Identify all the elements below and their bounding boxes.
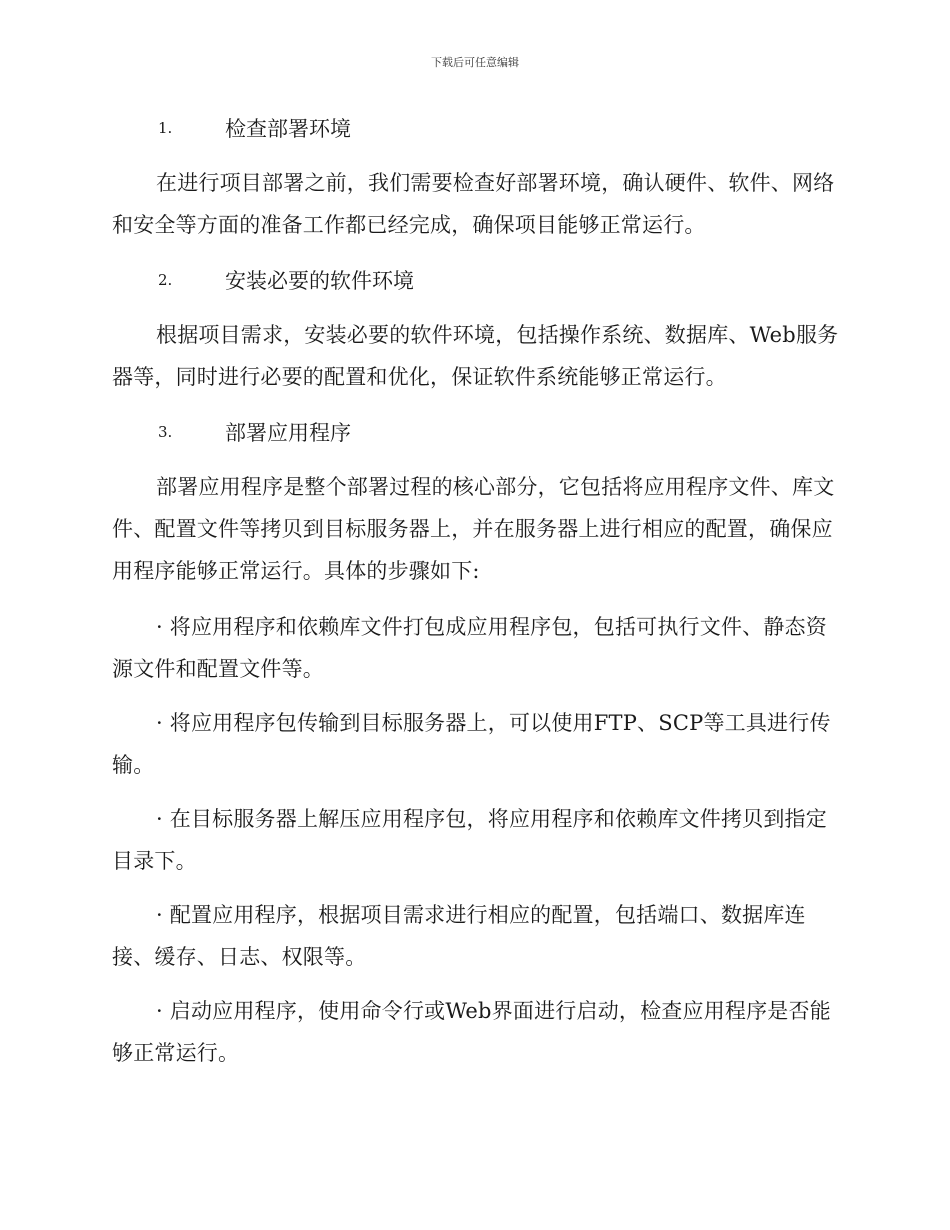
section-number: 3. — [158, 423, 173, 441]
section-title: 检查部署环境 — [225, 117, 351, 141]
section-number: 1. — [158, 119, 173, 137]
section-heading-2 — [158, 260, 842, 300]
bullet-item: · 将应用程序包传输到目标服务器上，可以使用FTP、SCP等工具进行传输。 — [112, 711, 831, 777]
section-number: 2. — [158, 271, 173, 289]
bullet-item: · 配置应用程序，根据项目需求进行相应的配置，包括端口、数据库连接、缓存、日志、权限等。 — [112, 903, 806, 969]
page-header: 下载后可任意编辑 — [431, 56, 519, 69]
bullet-item: · 启动应用程序，使用命令行或Web界面进行启动，检查应用程序是否能够正常运行。 — [112, 999, 831, 1065]
section-heading-3 — [158, 412, 842, 452]
section-title: 安装必要的软件环境 — [225, 269, 414, 293]
bullet-item: · 将应用程序和依赖库文件打包成应用程序包，包括可执行文件、静态资源文件和配置文件等。 — [112, 615, 827, 681]
section-paragraph-2: 根据项目需求，安装必要的软件环境，包括操作系统、数据库、Web服务器等，同时进行必要的配置和优化，保证软件系统能够正常运行。 — [112, 323, 839, 389]
section-paragraph-3: 部署应用程序是整个部署过程的核心部分，它包括将应用程序文件、库文件、配置文件等拷贝到目标服务器上，并在服务器上进行相应的配置，确保应用程序能够正常运行。具体的步骤如下: — [112, 475, 835, 583]
section-heading-1 — [158, 108, 842, 148]
bullet-item: · 在目标服务器上解压应用程序包，将应用程序和依赖库文件拷贝到指定目录下。 — [112, 807, 827, 873]
document-body — [112, 108, 842, 1086]
section-title: 部署应用程序 — [225, 421, 351, 445]
section-paragraph-1: 在进行项目部署之前，我们需要检查好部署环境，确认硬件、软件、网络和安全等方面的准备工作都已经完成，确保项目能够正常运行。 — [112, 171, 835, 237]
